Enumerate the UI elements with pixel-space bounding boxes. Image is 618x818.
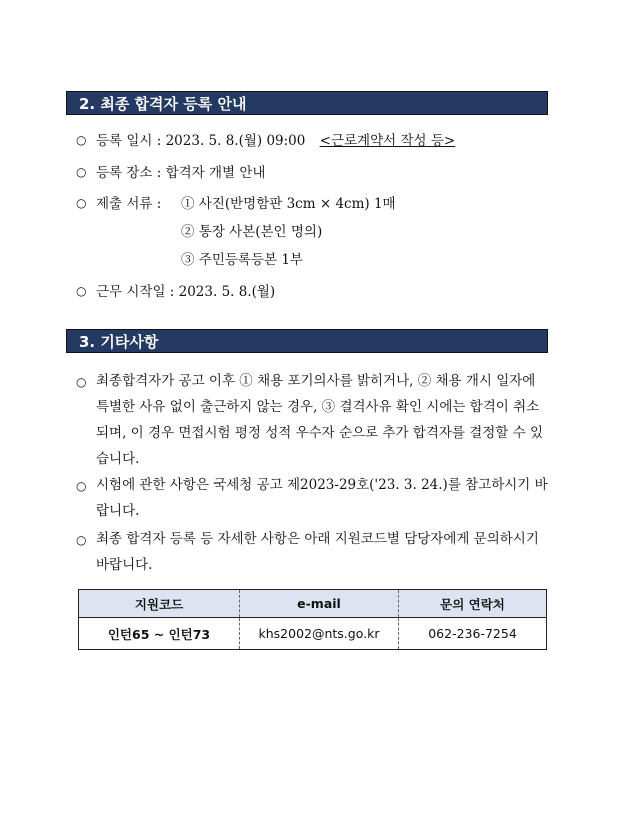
note-item-2: 시험에 관한 사항은 국세청 공고 제2023-29호('23. 3. 24.)를 참고하시기 바랍니다.	[96, 477, 548, 519]
registration-date-text: 등록 일시 : 2023. 5. 8.(월) 09:00	[96, 133, 306, 149]
bullet-marker: ○	[76, 165, 87, 179]
note-item-1: 최종합격자가 공고 이후 ① 채용 포기의사를 밝히거나, ② 채용 개시 일자에 특별한 사유 없이 출근하지 않는 경우, ③ 결격사유 확인 시에는 합격이 취소되며, 이 경우 면접시험 평정 성적 우수자 순으로 추가 합격자를 결정할 수 있습니다.	[96, 373, 544, 467]
cell-email: khs2002@nts.go.kr	[240, 618, 399, 650]
note-item-3: 최종 합격자 등록 등 자세한 사항은 아래 지원코드별 담당자에게 문의하시기 바랍니다.	[96, 531, 539, 573]
header-email: e-mail	[240, 590, 399, 618]
bullet-marker: ○	[76, 375, 87, 389]
bullet-marker: ○	[76, 533, 87, 547]
registration-date-note: <근로계약서 작성 등>	[319, 133, 456, 149]
contact-table	[78, 589, 547, 650]
document-item-2: ② 통장 사본(본인 명의)	[181, 224, 323, 240]
table-row	[79, 618, 547, 650]
cell-phone: 062-236-7254	[399, 618, 547, 650]
section-3-title: 3. 기타사항	[66, 329, 548, 353]
table-header-row	[79, 590, 547, 618]
header-support-code: 지원코드	[79, 590, 240, 618]
registration-date	[96, 131, 455, 151]
documents-label: 제출 서류 :	[96, 196, 162, 212]
work-start-date: 근무 시작일 : 2023. 5. 8.(월)	[96, 284, 276, 300]
header-contact: 문의 연락처	[399, 590, 547, 618]
registration-place: 등록 장소 : 합격자 개별 안내	[96, 165, 266, 181]
section-2-title: 2. 최종 합격자 등록 안내	[66, 91, 548, 115]
bullet-marker: ○	[76, 479, 87, 493]
bullet-marker: ○	[76, 284, 87, 298]
document-item-3: ③ 주민등록등본 1부	[181, 252, 303, 268]
document-item-1: ① 사진(반명함판 3cm × 4cm) 1매	[181, 196, 396, 212]
cell-support-code: 인턴65 ~ 인턴73	[79, 618, 240, 650]
bullet-marker: ○	[76, 133, 87, 147]
bullet-marker: ○	[76, 196, 87, 210]
